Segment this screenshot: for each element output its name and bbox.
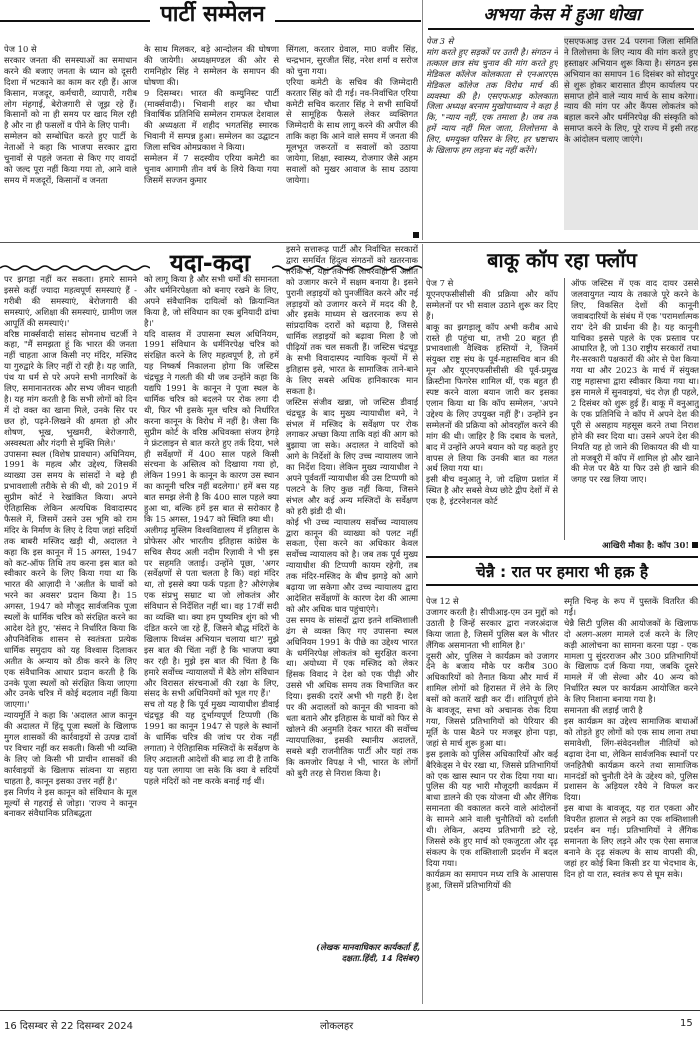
baku-cop-col1: पेज 7 से यूएनएफसीसीसी की प्रक्रिया और कॉप सम्मेलनों पर भी सवाल उठाने शुरू कर दिए हैं। बाकू का झगड़ालू कॉप अभी करीब आधे रास्ते ही पहुंचा था, तभी 20 बहुत ही प्रभावशाली वैश्विक हस्तियों ने, जिनमें संयुक्त राष्ट्र संघ के पूर्व-महासचिव बान की मून और यूएनएफसीसीसी की पूर्व-प्रमुख क्रिस्टीना फिगरेस शामिल थीं, एक बहुत ही स्पष्ट करने वाला बयान जारी कर इसका एलान किया था कि कॉप सम्मेलन, 'अपने उद्देश्य के लिए उपयुक्त नहीं हैं'। उन्होंने इन सम्मेलनों की प्रक्रिया को ओवरहॉल करने की मांग की थी। जाहिर है कि दबाव के चलते, बाद में उन्होंने अपने बयान को यह कहते हुए वापस ले लिया कि उनकी बात का गलत अर्थ लिया गया था। इसी बीच वनुआतु ने, जो दक्षिण प्रशांत में स्थित है और सबसे वेध्य छोटे द्वीप देशों में से एक है, इंटरनेशनल कोर्ट — [426, 278, 558, 507]
column-divider-top — [422, 0, 423, 240]
wavy-rule-left — [0, 264, 150, 272]
footer-paper-name: लोकलहर — [320, 1021, 354, 1032]
section-rule-1 — [0, 242, 700, 243]
baku-cop-title: बाकू कॉप रहा फ्लॉप — [487, 248, 637, 272]
chennai-col2: स्मृति चिन्ह के रूप में पुस्तकें वितरित की गईं। चेन्नै सिटी पुलिस की आयोजकों के खिलाफ दो अलग-अलग मामले दर्ज करने के लिए कड़ी आलोचना का सामना करना पड़ा - एक मामला पु सुंदरराजन और 300 प्रतिभागियों के खिलाफ दर्ज किया गया, जबकि दूसरे मामले में जी सेल्वा और 40 अन्य को निर्धारित स्थल पर कार्यक्रम आयोजित करने के लिए निशाना बनाया गया है। समानता की लड़ाई जारी है इस कार्यक्रम का उद्देश्य सामाजिक बाधाओं को तोड़ते हुए लोगों को एक साथ लाना तथा समावेशी, लिंग-संवेदनशील नीतियों को बढ़ावा देना था, लेकिन सार्वजनिक स्थानों पर जनहितैषी कार्यक्रम करने तथा सामाजिक मानदंडों को चुनौती देने के उद्देश्य को, पुलिस प्रशासन के अड़ियल रवैये ने विफल कर दिया। इस बाधा के बावजूद, यह रात एकता और विपरीत हालात से लड़ने का एक शक्तिशाली प्रदर्शन बन गई। प्रतिभागियों ने लैंगिक समानता के लिए लड़ने और एक ऐसा समाज बनाने के दृढ़ संकल्प के साथ वापसी की, जहां हर कोई बिना किसी डर या भेदभाव के, दिन हो या रात, स्वतंत्र रूप से घूम सके। — [564, 596, 698, 879]
footer-date: 16 दिसम्बर से 22 दिसम्बर 2024 — [4, 1021, 133, 1032]
baku-cop-end-text: आखिरी मौका है: कॉप 30! — [602, 540, 689, 550]
end-mark — [692, 542, 698, 548]
yada-kada-col2: को लागू किया है और सभी धर्मों की समानता और धर्मनिरपेक्षता को बनाए रखने के लिए, अपने संवैधानिक दायित्वों को क्रियान्वित किया है, जो संविधान का एक बुनियादी ढांचा है।' यदि वास्तव में उपासना स्थल अधिनियम, 1991 संविधान के धर्मनिरपेक्ष चरित्र को संरक्षित करने के लिए महत्वपूर्ण है, तो हमें यह निष्कर्ष निकालना होगा कि जस्टिस चंद्रचूड़ ने गलती की थी जब उन्होंने कहा कि यद्यपि 1991 के कानून ने पूजा स्थल के धार्मिक चरित्र को बदलने पर रोक लगा दी थी, फिर भी इसके मूल चरित्र को निर्धारित करना कानून के विरोध में नहीं है। जैसा कि सुप्रीम कोर्ट के वरिष्ठ अधिवक्ता संजय हेगड़े ने फ्रंटलाइन से बात करते हुए तर्क दिया, भले ही सर्वेक्षणों में 400 साल पहले किसी संरचना के अस्तित्व को दिखाया गया हो, लेकिन 1991 के कानून के कारण उस स्थान का कानूनी चरित्र नहीं बदलेगा।' हमें बस यह बात समझ लेनी है कि 400 साल पहले क्या हुआ था, बल्कि हमें इस बात से सरोकार है कि 15 अगस्त, 1947 को स्थिति क्या थी। अलीगढ़ मुस्लिम विश्वविद्यालय में इतिहास के प्रोफेसर और भारतीय इतिहास कांग्रेस के सचिव सैयद अली नदीम रिज़ावी ने भी इस पर सहमति जताई। उन्होंने पूछा, 'अगर (सर्वेक्षणों से पता चलता है कि) वहां मंदिर था, तो इससे क्या फर्क पड़ता है? औरंगज़ेब एक संप्रभु सम्राट था जो लोकतंत्र और संविधान से निर्देशित नहीं था। वह 17वीं सदी का व्यक्ति था। क्या हम पुष्यमित्र शुंग को भी दंडित करने जा रहे हैं, जिसने बौद्ध मंदिरों के खिलाफ विध्वंस अभियान चलाया था?' मुझे इस बात की चिंता नहीं है कि भाजपा क्या कर रही है। मुझे इस बात की चिंता है कि हमारे सर्वोच्च न्यायालयों में बैठे लोग संविधान और विरासत संरचनाओं की रक्षा के लिए, संसद के सभी अधिनियमों को भूल गए हैं।' सच तो यह है कि पूर्व मुख्य न्यायाधीश डीवाई चंद्रचूड़ की यह दुर्भाग्यपूर्ण टिप्पणी (कि 1991 का कानून 1947 से पहले के स्थानों के धार्मिक चरित्र की जांच पर रोक नहीं लगाता) ने ऐतिहासिक मस्जिदों के सर्वेक्षण के लिए अदालती आदेशों की बाढ़ ला दी है ताकि यह पता लगाया जा सके कि क्या वे सदियों पहले मंदिरों को नष्ट करके बनाई गई थीं। — [144, 274, 279, 786]
chennai-col1: पेज 12 से उजागर करती है। सीपीआइ-एम उन मुद्दों को उठाती है जिन्हें सरकार द्वारा नजरअंदाज किया जाता है, जिसमें पुलिस बल के भीतर लैंगिक असमानता भी शामिल है।' दूसरी ओर, पुलिस ने कार्यक्रम को उजागर देने के बजाय मौके पर करीब 300 अधिकारियों को तैनात किया और मार्च में शामिल लोगों को हिरासत में लेने के लिए बसों को कतारें खड़ी कर दीं। शांतिपूर्ण होने के बावजूद, सभा को अचानक रोक दिया गया, जिससे प्रतिभागियों को पेरियार की मूर्ति के पास बैठने पर मजबूर होना पड़ा, जहां से मार्च शुरू हुआ था। इस इलाके को पुलिस अधिकारियों और कई बैरिकेड्स ने घेर रखा था, जिससे प्रतिभागियों को एक खास स्थान पर रोक दिया गया था। पुलिस की यह भारी मौजूदगी कार्यक्रम में बाधा डालने की एक योजना थी और लैंगिक समानता की वकालत करने वाले आंदोलनों के सामने आने वाली चुनौतियों को दर्शाती थी। लेकिन, अदम्य प्रतिभागी डटे रहे, जिससे रुके हुए मार्च को एकजुटता और दृढ़ संकल्प के एक शक्तिशाली प्रदर्शन में बदल दिया गया। कार्यक्रम का समापन मध्य रात्रि के आसपास हुआ, जिसमें प्रतिभागियों की — [426, 596, 558, 890]
yada-kada-col1: पर झगड़ा नहीं कर सकता। हमारे सामने इससे कहीं ज्यादा महत्वपूर्ण समस्याएं हैं - गरीबी की समस्याएं, बेरोजगारी की समस्याएं, अशिक्षा की समस्याएं, ग्रामीण जल आपूर्ति की समस्याएं।' वरिष्ठ मार्क्सवादी सांसद सोमनाथ चटर्जी ने कहा, "मैं समझता हूं कि भारत की जनता नहीं चाहता आज किसी नए मंदिर, मस्जिद या गुरुद्वारे के लिए नहीं रो रही है। यह जाति, पंथ या धर्म से परे अपने सभी नागरिकों के लिए, समानानतरक और सभ्य जीवन चाहती है। यह मांग करती है कि सभी लोगों को दिन में दो वक्त का खाना मिले, उनके सिर पर छत हो, पढ़ने-लिखने की क्षमता हो और शोषण, भूख, भुखमरी, बेरोजगारी, अस्वस्थता और गंदगी से मुक्ति मिले।' उपासना स्थल (विशेष प्रावधान) अधिनियम, 1991 के महत्व और उद्देश्य, जिसकी व्याख्या उस समय के सांसदों ने बड़े ही प्रभावशाली तरीके से की थी, को 2019 में सुप्रीम कोर्ट ने रेखांकित किया। अपने ऐतिहासिक लेकिन अत्यधिक विवादास्पद फैसले में, जिसमें उसने उस भूमि को राम मंदिर के निर्माण के लिए दे दिया जहां सदियों तक बाबरी मस्जिद खड़ी थी, अदालत ने कहा कि इस कानून में 15 अगस्त, 1947 को कट-ऑफ तिथि तय करना इस बात को स्वीकार करने के लिए किया गया था कि भारत की आज़ादी ने 'अतीत के घावों को भरने का अवसर' प्रदान किया है। 15 अगस्त, 1947 को मौजूद सार्वजनिक पूजा स्थलों के धार्मिक चरित्र को संरक्षित करने का आदेश देते हुए, 'संसद ने निर्धारित किया कि औपनिवेशिक शासन से स्वतंत्रता प्रत्येक धार्मिक समुदाय को यह विश्वास दिलाकर अतीत के अन्याय को ठीक करने के लिए एक संवैधानिक आधार प्रदान करती है कि उनके पूजा स्थलों को संरक्षित किया जाएगा और उनके चरित्र में कोई बदलाव नहीं किया जाएगा।' न्यायमूर्ति ने कहा कि 'अदालत आज कानून की अदालत में हिंदू पूजा स्थलों के खिलाफ मुगल शासकों की कार्रवाइयों से उत्पन्न दावों पर विचार नहीं कर सकती। किसी भी व्यक्ति के लिए जो किसी भी प्राचीन शासकों की कार्रवाइयों के खिलाफ सांत्वना या सहारा चाहता है, कानून इसका उत्तर नहीं है।' इस निर्णय ने इस कानून को संविधान के मूल मूल्यों से गहराई से जोड़ा। 'राज्य ने कानून बनाकर संवैधानिक प्रतिबद्धता — [4, 274, 137, 819]
abhaya-case-section — [424, 0, 700, 240]
title-rule-left — [0, 20, 150, 22]
yada-kada-col3: इसने सत्तारूढ़ पार्टी और निर्वाचित सरकारों द्वारा समर्थित हिंदुत्व संगठनों को खतरनाक तरीके से, यहां तक कि लापरवाही से अतीत को उजागर करने में सक्षम बनाया है। इसने पुरानी लड़ाइयों को पुनर्जीवित करने और नई लड़ाइयों को उजागर करने में मदद की है, और इसके माध्यम से खतरनाक रूप से सांप्रदायिक दरारों को बढ़ाया है, जिससे धार्मिक लड़ाइयों को बढ़ावा मिला है जो पीढ़ियों तक चल सकती हैं। जस्टिस चंद्रचूड़ के सभी विवादास्पद न्यायिक कृत्यों में से इतिहास इसे, भारत के सामाजिक ताने-बाने के लिए सबसे अधिक हानिकारक मान सकता है। जस्टिस संजीव खन्ना, जो जस्टिस डीवाई चंद्रचूड़ के बाद मुख्य न्यायाधीश बने, ने संभल में मस्जिद के सर्वेक्षण पर रोक लगाकर अच्छा किया ताकि वहां की आग को बुझाया जा सके। अदालत ने वादियों को आगे के निर्देशों के लिए उच्च न्यायालय जाने का निर्देश दिया। लेकिन मुख्य न्यायाधीश ने अपने पूर्ववर्ती न्यायाधीश की उस टिप्पणी को पलटने के लिए कुछ नहीं किया, जिसने संभल और कई अन्य मस्जिदों के सर्वेक्षण को हरी झंडी दी थी। कोई भी उच्च न्यायालय सर्वोच्च न्यायालय द्वारा कानून की व्याख्या को पलट नहीं सकता, ऐसा करने का अधिकार केवल सर्वोच्च न्यायालय को है। जब तक पूर्व मुख्य न्यायाधीश की टिप्पणी कायम रहेगी, तब तक मंदिर-मस्जिद के बीच झगड़े को आगे बढ़ाया जा सकेगा और उच्च न्यायालय द्वारा आदेशित सर्वेक्षणों के कारण देश की आत्मा को और अधिक घाव पहुंचाएंगे। उस समय के सांसदों द्वारा इतने शक्तिशाली ढंग से व्यक्त किए गए उपासना स्थल अधिनियम 1991 के पीछे का उद्देश्य भारत के धर्मनिरपेक्ष लोकतंत्र को सुरक्षित करना था। अयोध्या में एक मस्जिद को लेकर हिंसक विवाद ने देश को एक पीढ़ी और उससे भी अधिक समय तक विभाजित कर दिया। इसकी दरारें अभी भी गहरी हैं। देश पर की अदालतों को कानून की भावना को धता बताने और इतिहास के घावों को फिर से खोलने की अनुमति देकर भारत की सर्वोच्च न्यायपालिका, इसकी स्थानीय अदालतें, सबसे बड़ी राजनीतिक पार्टी और यहां तक कि कमजोर विपक्ष ने भी, भारत के लोगों को बुरी तरह से निराश किया है। — [286, 244, 418, 778]
chennai-title: चेन्नै : रात पर हमारा भी हक़ है — [475, 563, 649, 581]
chennai-bottom-rule — [426, 584, 698, 586]
chennai-top-rule — [426, 556, 698, 558]
yada-kada-section — [0, 244, 421, 1004]
abhaya-title-rule — [428, 28, 694, 30]
party-conference-col1: पेज 10 से सरकार जनता की समस्याओं का समाधान करने की बजाए जनता के ध्यान को दूसरी दिशा में भटकाने का काम कर रही हैं। आज किसान, मजदूर, कर्मचारी, व्यापारी, गरीब लोग मंहगाई, बेरोजगारी से जूझ रहे हैं। किसानों को ना ही समय पर खाद मिल रही है और ना ही फसलों व पीने के लिए पानी। सम्मेलन को सम्बोधित करते हुए पार्टी के नेताओं ने कहा कि भाजपा सरकार द्वारा चुनावों से पहले जनता से किए गए वायदों को जल्द पूरा नहीं किया गया तो, आने वाले समय में मजदूरों, किसानों व जनता — [4, 44, 137, 185]
footer-rule — [0, 1010, 700, 1011]
abhaya-case-col1: पेज 3 से मांग करते हुए सड़कों पर उतरी है। संगठन ने तत्काल छात्र संघ चुनाव की मांग करते हुए मेडिकल कॉलेज कोलकाता से एनआरएस मेडिकल कॉलेज तक विरोध मार्च की व्यवस्था की है। एसएफआइ कोलकाता जिला अध्यक्ष बरनाम मुखोपाध्याय ने कहा है कि, "न्याय नहीं, एक तमाशा है। जब तक हमें न्याय नहीं मिल जाता, तिलोत्तमा के लिए, धमयुक्त परिसर के लिए, हर भ्रष्टाचार के खिलाफ हम लड़ना बंद नहीं करेंगे। — [426, 36, 558, 156]
party-conference-col3: सिंगला, करतार ग्रेवाल, मा0 वजीर सिंह, चन्द्रभान, सुरजीत सिंह, नरेश शर्मा व सरोज को चुना गया। एरिया कमेटी के सचिव की जिम्मेदारी करतार सिंह को दी गई। नव-निर्वाचित एरिया कमेटी सचिव करतार सिंह ने सभी साथियों से सामूहिक फैसले लेकर व्यक्तिगत जिम्मेदारी के साथ लागू करने की अपील की ताकि कहा कि आने वाले समय में जनता की मूलभूत जरूरतों व सवालों को उठाया जायेगा, शिक्षा, स्वास्थ्य, रोजगार जैसे अहम सवालों को मुखर आवाज के साथ उठाया जायेगा। — [286, 44, 418, 185]
end-mark — [413, 232, 419, 238]
party-conference-col2: के साथ मिलकर, बड़े आन्दोलन की घोषणा की जायेगी। अध्यक्षमण्डल की ओर से रामनिहोर सिंह ने सम्मेलन के समापन की घोषणा की। 9 दिसम्बर। भारत की कम्युनिस्ट पार्टी (मार्क्सवादी)। भिवानी शहर का चौथा त्रिवार्षिक प्रतिनिधि सम्मेलन रामफल देशवाल की अध्यक्षता में शहीद भगतसिंह स्मारक भिवानी में सम्पन्न हुआ। सम्मेलन का उद्घाटन जिला सचिव ओमप्रकाश ने किया। सम्मेलन में 7 सदस्यीय एरिया कमेटी का चुनाव आगामी तीन वर्ष के लिये किया गया जिसमें सज्जन कुमार — [144, 44, 279, 185]
baku-cop-end — [574, 540, 698, 554]
party-conference-title: पार्टी सम्मेलन — [160, 2, 265, 27]
title-rule-right — [275, 20, 421, 22]
footer-page-number: 15 — [680, 1018, 693, 1029]
party-conference-section — [0, 0, 421, 240]
abhaya-case-col2: एसएफआइ उत्तर 24 परगना जिला समिति ने तिलोत्तमा के लिए न्याय की मांग करते हुए हस्ताक्षर अभियान शुरू किया है। संगठन इस अभियान का समापन 16 दिसंबर को सोदपुर से शुरू होकर बारासात डीएम कार्यालय पर समाप्त होने वाले न्याय मार्च के साथ करेगा। न्याय की मांग पर और कैंपस लोकतंत्र को बहाल करने और धर्मनिरपेक्ष की संस्कृति को समाप्त करने के लिए, पूरे राज्य में इसी तरह के आंदोलन चलाए जाएंगे। — [564, 36, 698, 230]
column-divider-mid — [422, 244, 423, 1004]
yada-kada-credit: (लेखक मानवाधिकार कार्यकर्ता हैं, दक्षता.हिंदी, 14 दिसंबर) — [316, 942, 420, 963]
chennai-section — [424, 556, 700, 1004]
yada-kada-title: यदा-कदा — [169, 249, 251, 277]
baku-cop-section — [424, 244, 700, 556]
baku-cop-col2: ऑफ जस्टिस में एक वाद दायर उससे जलवायुगत न्याय के तकाजे पूरे करने के लिए, विकसित देशों की कानूनी जवाबदारियों के संबंध में एक 'परामर्शात्मक राय' देने की प्रार्थना की है। यह कानूनी याचिका इससे पहले के एक प्रस्ताव पर आधारित है, जो 130 राष्ट्रीय सरकारों तथा गैर-सरकारी पक्षकारों की ओर से पेश किया गया था और 2023 के मार्च में संयुक्त राष्ट्र महासभा द्वारा स्वीकार किया गया था। इस मामले में सुनवाइयां, चंद रोज़ ही पहले, 2 दिसंबर को शुरू हुई हैं। बाकू में वनुआतु के एक प्रतिनिधि ने कॉप में अपने देश की पूरी से असहाय महसूस करने तथा निराश होने की स्वर दिया था। उसने अपने देश की नियति यह हो जाने की शिकायत की थी या तो मजबूरी में कॉप में शामिल हो और खाने की मेज पर बैठे या फिर उसे ही खाने की जगह पर रख लिया जाए। — [564, 278, 699, 540]
abhaya-case-title: अभया केस में हुआ धोखा — [483, 5, 641, 25]
